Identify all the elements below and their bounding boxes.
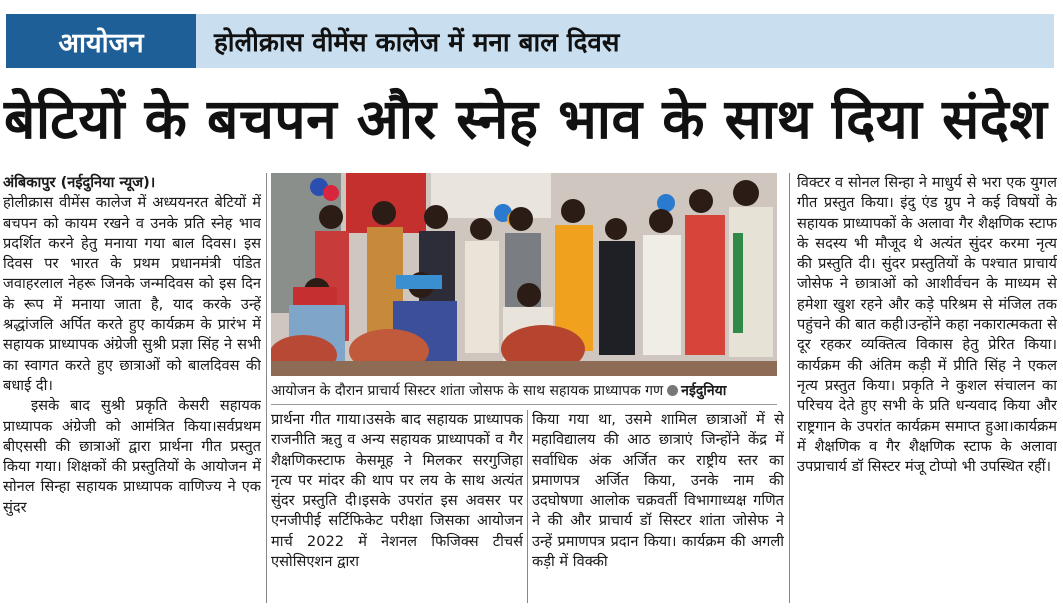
column-divider: [527, 410, 528, 603]
caption-text: आयोजन के दौरान प्राचार्य सिस्टर शांता जोसफ के साथ सहायक प्राध्यापक गण: [271, 383, 664, 399]
paragraph-3: प्रार्थना गीत गाया।उसके बाद सहायक प्राध्यापक राजनीति ऋतु व अन्य सहायक प्राध्यापकों व गैर शैक्षणिकस्टाफ केसमूह ने मिलकर सरगुजिहा नृत्य पर मांदर की थाप पर लय के साथ अत्यंत सुंदर प्रस्तुति दी।इसके उपरांत इस अवसर पर एनजीपीई सर्टिफिकेट परीक्षा जिसका आयोजन मार्च 2022 में नेशनल फिजिक्स टीचर्स एसोसिएशन द्वारा: [271, 411, 523, 571]
kicker-headline: होलीक्रास वीमेंस कालेज में मना बाल दिवस: [214, 28, 620, 58]
section-tag: आयोजन: [6, 14, 196, 68]
paragraph-1: होलीक्रास वीमेंस कालेज में अध्ययनरत बेटियों में बचपन को कायम रखने व उनके प्रति स्नेह भाव प्रदर्शित करने हेतु मनाया गया बाल दिवस। इस दिवस पर भारत के प्रथम प्रधानमंत्री पंडित जवाहरलाल नेहरू जिनके जन्मदिवस को इस दिन के रूप में मनाया जाता है, याद करके उन्हें श्रद्धांजलि अर्पित करते हुए कार्यक्रम के प्रारंभ में सहायक प्राध्यापक अंग्रेजी सुश्री प्रज्ञा सिंह ने सभी का स्वागत करते हुए छात्राओं को बालदिवस की बधाई दी।: [3, 194, 261, 394]
section-strap: [6, 14, 1054, 68]
main-headline: बेटियों के बचपन और स्नेह भाव के साथ दिया संदेश: [4, 87, 1048, 151]
article-column-2: [271, 410, 523, 603]
bullet-icon: [667, 385, 678, 396]
group-photo-illustration: [271, 173, 777, 376]
article-column-3: [532, 410, 784, 603]
article-column-4: [797, 173, 1057, 603]
column-divider: [266, 173, 267, 603]
paragraph-2: इसके बाद सुश्री प्रकृति केसरी सहायक प्राध्यापक अंग्रेजी को आमंत्रित किया।सर्वप्रथम बीएससी की छात्राओं द्वारा प्रार्थना गीत प्रस्तुत किया गया। शिक्षकों की प्रस्तुतियों के आयोजन में सोनल सिन्हा सहायक प्राध्यापक वाणिज्य ने एक सुंदर: [3, 397, 261, 516]
dateline: अंबिकापुर (नईदुनिया न्यूज)।: [3, 174, 156, 191]
paragraph-5: विक्टर व सोनल सिन्हा ने माधुर्य से भरा एक युगल गीत प्रस्तुत किया। इंदु एंड ग्रुप ने कई विषयों के सहायक प्राध्यापकों के अलावा गैर शैक्षणिक स्टाफ के सदस्य भी मौजूद थे अत्यंत सुंदर करमा नृत्य की प्रस्तुति दी। सुंदर प्रस्तुतियों के पश्चात प्राचार्य जोसेफ ने छात्राओं को आशीर्वचन के माध्यम से हमेशा खुश रहने और कड़े परिश्रम से मंजिल तक पहुंचने की बात कही।उन्होंने कहा नकारात्मकता से दूर रहकर व्यक्तित्व विकास हेतु प्रेरित किया। कार्यक्रम की अंतिम कड़ी में प्रीति सिंह ने एकल नृत्य प्रस्तुत किया। प्रकृति ने कुशल संचालन का परिचय देते हुए सभी के प्रति धन्यवाद किया और राष्ट्रगान के उपरांत कार्यक्रम समाप्त हुआ।कार्यक्रम में शैक्षणिक व गैर शैक्षणिक स्टाफ के अलावा उपप्राचार्य डॉ सिस्टर मंजू टोप्पो भी उपस्थित रहीं।: [797, 174, 1057, 476]
column-divider: [789, 173, 790, 603]
event-photo: [271, 173, 777, 376]
photo-credit: नईदुनिया: [681, 383, 727, 399]
article-column-1: [3, 173, 261, 603]
paragraph-4: किया गया था, उसमे शामिल छात्राओं में से महाविद्यालय की आठ छात्राएं जिन्होंने केंद्र में सर्वाधिक अंक अर्जित कर राष्ट्रीय स्तर का प्रमाणपत्र अर्जित किया, उनके नाम की उदघोषणा आलोक चक्रवर्ती विभागाध्यक्ष गणित ने की और प्राचार्य डॉ सिस्टर शांता जोसेफ ने उन्हें प्रमाणपत्र प्रदान किया। कार्यक्रम की अगली कड़ी में विक्की: [532, 411, 784, 571]
photo-caption: [271, 378, 777, 405]
